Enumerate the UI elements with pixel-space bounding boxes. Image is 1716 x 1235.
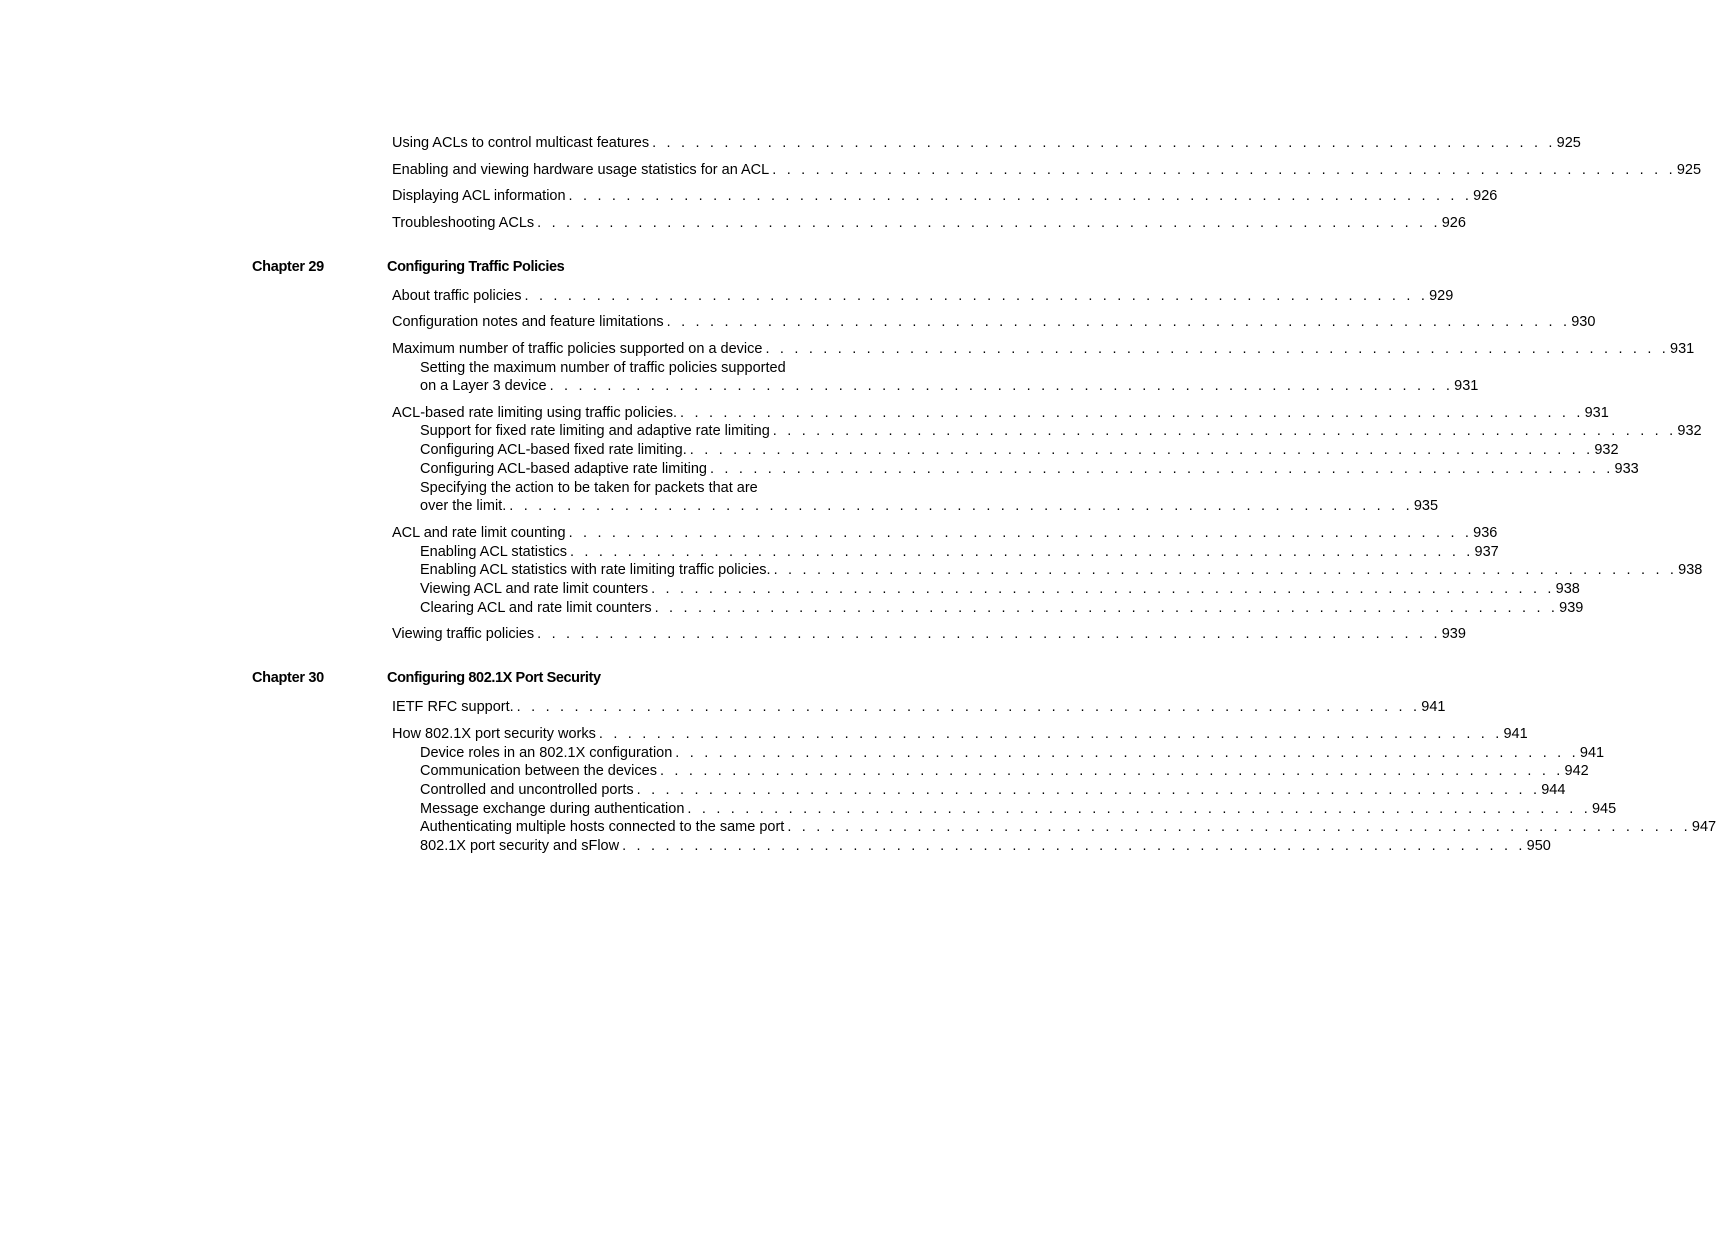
dot-leader: . . . . . . . . . . . . . . . . . . . . . . . . . . . . . . . . . . . . . . . . . . . . . . . . . . . . . . . . . . . . . . . xyxy=(687,801,1591,817)
chapter-label: Chapter 30 xyxy=(252,670,324,686)
toc-entry-title: 802.1X port security and sFlow xyxy=(420,838,620,854)
dot-leader: . . . . . . . . . . . . . . . . . . . . . . . . . . . . . . . . . . . . . . . . . . . . . . . . . . . . . . . . . . . . . . . xyxy=(622,838,1526,854)
toc-page-number: 938 xyxy=(1678,562,1703,578)
dot-leader: . . . . . . . . . . . . . . . . . . . . . . . . . . . . . . . . . . . . . . . . . . . . . . . . . . . . . . . . . . . . . . . xyxy=(772,162,1676,178)
toc-page-number: 944 xyxy=(1541,782,1566,798)
toc-page-number: 925 xyxy=(1676,162,1702,178)
dot-leader: . . . . . . . . . . . . . . . . . . . . . . . . . . . . . . . . . . . . . . . . . . . . . . . . . . . . . . . . . . . . . . . xyxy=(537,215,1441,231)
toc-entry-title: Authenticating multiple hosts connected to the same port xyxy=(420,819,785,835)
dot-leader: . . . . . . . . . . . . . . . . . . . . . . . . . . . . . . . . . . . . . . . . . . . . . . . . . . . . . . . . . . . . . . . xyxy=(680,405,1584,421)
toc-page-number: 938 xyxy=(1555,581,1580,597)
toc-page-number: 950 xyxy=(1526,838,1551,854)
chapter-heading xyxy=(0,258,954,278)
dot-leader: . . . . . . . . . . . . . . . . . . . . . . . . . . . . . . . . . . . . . . . . . . . . . . . . . . . . . . . . . . . . . . . xyxy=(568,525,1473,541)
toc-page-number: 936 xyxy=(1473,525,1498,541)
toc-entry-title: ACL and rate limit counting xyxy=(392,525,566,541)
toc-page-number: 941 xyxy=(1579,745,1605,761)
toc-entry-title: Maximum number of traffic policies supported on a device xyxy=(392,341,763,357)
toc-page-number: 925 xyxy=(1556,135,1581,151)
toc-subentry[interactable] xyxy=(420,561,1703,580)
toc-page-number: 932 xyxy=(1677,423,1702,439)
toc-page-number: 947 xyxy=(1691,819,1716,835)
toc-entry[interactable] xyxy=(392,214,1466,233)
toc-subentry[interactable] xyxy=(420,580,1580,599)
toc-page-number: 929 xyxy=(1429,288,1454,304)
toc-entry-title: Device roles in an 802.1X configuration xyxy=(420,745,673,761)
toc-entry-title: Viewing ACL and rate limit counters xyxy=(420,581,649,597)
toc-page-number: 930 xyxy=(1571,314,1596,330)
toc-entry-title: Configuring ACL-based adaptive rate limiting xyxy=(420,461,707,477)
toc-entry-title: Enabling and viewing hardware usage statistics for an ACL xyxy=(392,162,770,178)
toc-subentry[interactable] xyxy=(420,744,1605,763)
toc-entry-title: Displaying ACL information xyxy=(392,188,566,204)
toc-entry[interactable] xyxy=(392,625,1466,644)
toc-page-number: 935 xyxy=(1413,498,1439,514)
toc-subentry[interactable] xyxy=(420,422,1702,441)
toc-entry-title: Using ACLs to control multicast features xyxy=(392,135,650,151)
toc-entry[interactable] xyxy=(392,134,1581,153)
toc-entry[interactable] xyxy=(392,698,1446,717)
dot-leader: . . . . . . . . . . . . . . . . . . . . . . . . . . . . . . . . . . . . . . . . . . . . . . . . . . . . . . . . . . . . . . . xyxy=(509,498,1413,514)
toc-entry-title: Message exchange during authentication xyxy=(420,801,685,817)
toc-page-number: 937 xyxy=(1474,544,1499,560)
toc-page-number: 926 xyxy=(1441,215,1466,231)
toc-page-number: 932 xyxy=(1594,442,1619,458)
toc-subentry[interactable] xyxy=(420,781,1566,800)
toc-page-number: 931 xyxy=(1454,378,1479,394)
toc-page-number: 926 xyxy=(1473,188,1498,204)
dot-leader: . . . . . . . . . . . . . . . . . . . . . . . . . . . . . . . . . . . . . . . . . . . . . . . . . . . . . . . . . . . . . . . xyxy=(537,626,1441,642)
chapter-title[interactable]: Configuring Traffic Policies xyxy=(387,259,565,275)
dot-leader: . . . . . . . . . . . . . . . . . . . . . . . . . . . . . . . . . . . . . . . . . . . . . . . . . . . . . . . . . . . . . . . xyxy=(516,699,1421,715)
toc-entry-title: Enabling ACL statistics with rate limiting traffic policies. xyxy=(420,562,771,578)
toc-entry-title: Specifying the action to be taken for packets that are xyxy=(420,480,758,496)
dot-leader: . . . . . . . . . . . . . . . . . . . . . . . . . . . . . . . . . . . . . . . . . . . . . . . . . . . . . . . . . . . . . . . xyxy=(659,763,1564,779)
toc-page-number: 941 xyxy=(1503,726,1528,742)
toc-entry[interactable] xyxy=(392,161,1702,180)
toc-subentry[interactable] xyxy=(420,599,1584,618)
toc-entry-title: Configuring ACL-based fixed rate limiting. xyxy=(420,442,687,458)
dot-leader: . . . . . . . . . . . . . . . . . . . . . . . . . . . . . . . . . . . . . . . . . . . . . . . . . . . . . . . . . . . . . . . xyxy=(569,544,1474,560)
toc-subentry[interactable] xyxy=(420,497,1439,516)
dot-leader: . . . . . . . . . . . . . . . . . . . . . . . . . . . . . . . . . . . . . . . . . . . . . . . . . . . . . . . . . . . . . . . xyxy=(765,341,1670,357)
toc-entry-title: Clearing ACL and rate limit counters xyxy=(420,600,652,616)
toc-entry-title: About traffic policies xyxy=(392,288,522,304)
dot-leader: . . . . . . . . . . . . . . . . . . . . . . . . . . . . . . . . . . . . . . . . . . . . . . . . . . . . . . . . . . . . . . . xyxy=(651,581,1555,597)
toc-entry-title: Communication between the devices xyxy=(420,763,657,779)
dot-leader: . . . . . . . . . . . . . . . . . . . . . . . . . . . . . . . . . . . . . . . . . . . . . . . . . . . . . . . . . . . . . . . xyxy=(675,745,1579,761)
toc-subentry-line1[interactable] xyxy=(420,479,842,498)
dot-leader: . . . . . . . . . . . . . . . . . . . . . . . . . . . . . . . . . . . . . . . . . . . . . . . . . . . . . . . . . . . . . . . xyxy=(772,423,1677,439)
toc-entry[interactable] xyxy=(392,404,1609,423)
dot-leader: . . . . . . . . . . . . . . . . . . . . . . . . . . . . . . . . . . . . . . . . . . . . . . . . . . . . . . . . . . . . . . . xyxy=(652,135,1556,151)
toc-page-number: 931 xyxy=(1584,405,1609,421)
toc-entry[interactable] xyxy=(392,313,1596,332)
toc-subentry[interactable] xyxy=(420,837,1551,856)
toc-entry[interactable] xyxy=(392,340,1695,359)
toc-entry-title: ACL-based rate limiting using traffic policies. xyxy=(392,405,678,421)
dot-leader: . . . . . . . . . . . . . . . . . . . . . . . . . . . . . . . . . . . . . . . . . . . . . . . . . . . . . . . . . . . . . . . xyxy=(598,726,1503,742)
toc-entry-title: over the limit. xyxy=(420,498,507,514)
dot-leader: . . . . . . . . . . . . . . . . . . . . . . . . . . . . . . . . . . . . . . . . . . . . . . . . . . . . . . . . . . . . . . . xyxy=(709,461,1614,477)
toc-subentry[interactable] xyxy=(420,460,1639,479)
toc-entry-title: on a Layer 3 device xyxy=(420,378,547,394)
toc-entry-title: Controlled and uncontrolled ports xyxy=(420,782,634,798)
toc-entry[interactable] xyxy=(392,524,1498,543)
dot-leader: . . . . . . . . . . . . . . . . . . . . . . . . . . . . . . . . . . . . . . . . . . . . . . . . . . . . . . . . . . . . . . . xyxy=(524,288,1429,304)
dot-leader: . . . . . . . . . . . . . . . . . . . . . . . . . . . . . . . . . . . . . . . . . . . . . . . . . . . . . . . . . . . . . . . xyxy=(689,442,1594,458)
toc-entry-title: Enabling ACL statistics xyxy=(420,544,567,560)
toc-entry-title: Troubleshooting ACLs xyxy=(392,215,535,231)
dot-leader: . . . . . . . . . . . . . . . . . . . . . . . . . . . . . . . . . . . . . . . . . . . . . . . . . . . . . . . . . . . . . . . xyxy=(787,819,1691,835)
toc-entry[interactable] xyxy=(392,725,1528,744)
toc-subentry[interactable] xyxy=(420,762,1589,781)
toc-subentry[interactable] xyxy=(420,377,1479,396)
chapter-label: Chapter 29 xyxy=(252,259,324,275)
dot-leader: . . . . . . . . . . . . . . . . . . . . . . . . . . . . . . . . . . . . . . . . . . . . . . . . . . . . . . . . . . . . . . . xyxy=(549,378,1454,394)
chapter-title[interactable]: Configuring 802.1X Port Security xyxy=(387,670,601,686)
toc-entry-title: Setting the maximum number of traffic policies supported xyxy=(420,360,786,376)
toc-page-number: 931 xyxy=(1670,341,1695,357)
toc-subentry[interactable] xyxy=(420,543,1499,562)
toc-entry-title: Support for fixed rate limiting and adaptive rate limiting xyxy=(420,423,770,439)
toc-page-number: 945 xyxy=(1591,801,1617,817)
toc-page-number: 941 xyxy=(1421,699,1446,715)
toc-subentry[interactable] xyxy=(420,441,1619,460)
toc-subentry-line1[interactable] xyxy=(420,359,842,378)
toc-entry-title: IETF RFC support. xyxy=(392,699,514,715)
dot-leader: . . . . . . . . . . . . . . . . . . . . . . . . . . . . . . . . . . . . . . . . . . . . . . . . . . . . . . . . . . . . . . . xyxy=(636,782,1541,798)
toc-entry-title: How 802.1X port security works xyxy=(392,726,596,742)
toc-entry-title: Configuration notes and feature limitations xyxy=(392,314,664,330)
dot-leader: . . . . . . . . . . . . . . . . . . . . . . . . . . . . . . . . . . . . . . . . . . . . . . . . . . . . . . . . . . . . . . . xyxy=(654,600,1559,616)
toc-page-number: 942 xyxy=(1564,763,1589,779)
dot-leader: . . . . . . . . . . . . . . . . . . . . . . . . . . . . . . . . . . . . . . . . . . . . . . . . . . . . . . . . . . . . . . . xyxy=(666,314,1571,330)
toc-subentry[interactable] xyxy=(420,818,1716,837)
toc-entry[interactable] xyxy=(392,287,1454,306)
dot-leader: . . . . . . . . . . . . . . . . . . . . . . . . . . . . . . . . . . . . . . . . . . . . . . . . . . . . . . . . . . . . . . . xyxy=(568,188,1473,204)
toc-entry-title: Viewing traffic policies xyxy=(392,626,535,642)
toc-page-number: 939 xyxy=(1441,626,1466,642)
toc-page-number: 933 xyxy=(1614,461,1639,477)
chapter-heading xyxy=(0,669,954,689)
dot-leader: . . . . . . . . . . . . . . . . . . . . . . . . . . . . . . . . . . . . . . . . . . . . . . . . . . . . . . . . . . . . . . . xyxy=(773,562,1678,578)
toc-subentry[interactable] xyxy=(420,800,1617,819)
toc-entry[interactable] xyxy=(392,187,1498,206)
toc-page-number: 939 xyxy=(1559,600,1584,616)
